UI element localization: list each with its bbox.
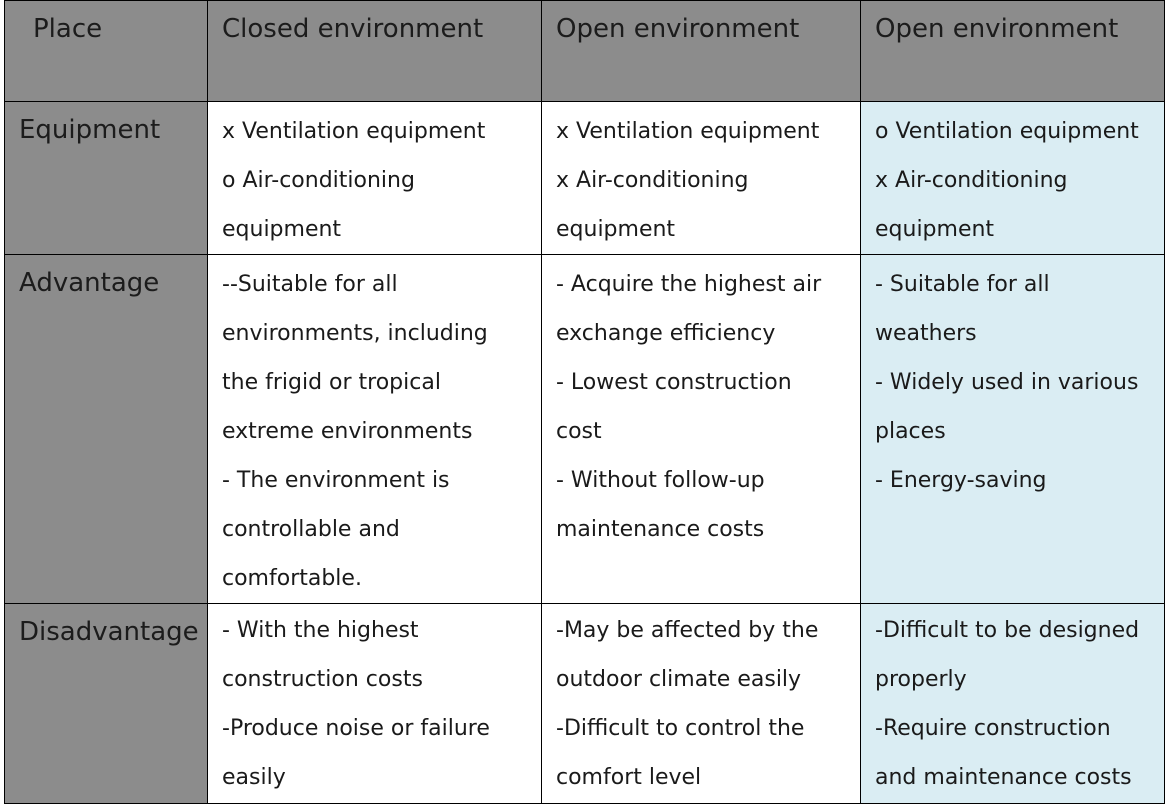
header-closed-environment: Closed environment (222, 14, 484, 44)
row-label-disadvantage: Disadvantage (19, 617, 199, 647)
cell-line: - The environment is (222, 468, 450, 493)
cell-line: easily (222, 765, 286, 790)
header-cell-open-2 (861, 1, 1165, 102)
comparison-table (4, 0, 1165, 804)
row-label-advantage: Advantage (19, 268, 160, 298)
cell-line: -Require construction (875, 716, 1111, 741)
cell-line: - With the highest (222, 618, 419, 643)
row-label-cell (5, 604, 208, 804)
table-cell (542, 604, 861, 804)
cell-line: extreme environments (222, 419, 473, 444)
cell-line: environments, including (222, 321, 488, 346)
header-open-environment-1: Open environment (556, 14, 800, 44)
cell-line: x Air-conditioning (875, 168, 1068, 193)
table-cell (208, 255, 542, 604)
cell-line: comfortable. (222, 566, 362, 591)
cell-line: outdoor climate easily (556, 667, 802, 692)
cell-content (208, 255, 541, 603)
cell-line: -Produce noise or failure (222, 716, 490, 741)
cell-line: x Ventilation equipment (556, 119, 820, 144)
cell-line: comfort level (556, 765, 702, 790)
cell-line: - Without follow-up (556, 468, 765, 493)
header-place: Place (33, 14, 103, 44)
cell-content (542, 604, 860, 802)
table-row (5, 102, 1165, 255)
cell-line: --Suitable for all (222, 272, 398, 297)
cell-line: - Energy-saving (875, 468, 1047, 493)
cell-line: maintenance costs (556, 517, 765, 542)
header-cell-open-1 (542, 1, 861, 102)
cell-line: -Difficult to control the (556, 716, 805, 741)
row-label-equipment: Equipment (19, 115, 161, 145)
table-cell-highlight (861, 102, 1165, 255)
cell-line: and maintenance costs (875, 765, 1132, 790)
cell-line: controllable and (222, 517, 400, 542)
table-row (5, 255, 1165, 604)
cell-content (861, 604, 1164, 802)
header-cell-place (5, 1, 208, 102)
cell-line: equipment (875, 217, 995, 242)
table-cell (542, 102, 861, 255)
cell-line: -Difficult to be designed (875, 618, 1140, 643)
row-label-cell (5, 255, 208, 604)
cell-content (861, 255, 1164, 505)
table-cell-highlight (861, 604, 1165, 804)
cell-line: - Lowest construction (556, 370, 792, 395)
cell-content (542, 255, 860, 554)
cell-line: - Suitable for all (875, 272, 1050, 297)
cell-line: properly (875, 667, 967, 692)
header-cell-closed (208, 1, 542, 102)
cell-line: equipment (222, 217, 342, 242)
cell-line: x Ventilation equipment (222, 119, 486, 144)
cell-line: places (875, 419, 946, 444)
table-cell-highlight (861, 255, 1165, 604)
header-open-environment-2: Open environment (875, 14, 1119, 44)
cell-line: the frigid or tropical (222, 370, 441, 395)
cell-line: - Widely used in various (875, 370, 1139, 395)
table-row (5, 604, 1165, 804)
row-label-cell (5, 102, 208, 255)
cell-line: -May be affected by the (556, 618, 819, 643)
header-row (5, 1, 1165, 102)
cell-line: o Air-conditioning (222, 168, 415, 193)
cell-line: equipment (556, 217, 676, 242)
cell-line: weathers (875, 321, 977, 346)
cell-content (208, 102, 541, 254)
cell-line: - Acquire the highest air (556, 272, 822, 297)
cell-line: construction costs (222, 667, 423, 692)
table-cell (542, 255, 861, 604)
cell-content (861, 102, 1164, 254)
cell-content (208, 604, 541, 802)
cell-line: x Air-conditioning (556, 168, 749, 193)
cell-line: exchange efficiency (556, 321, 776, 346)
table-cell (208, 604, 542, 804)
cell-line: cost (556, 419, 602, 444)
cell-line: o Ventilation equipment (875, 119, 1139, 144)
cell-content (542, 102, 860, 254)
table-cell (208, 102, 542, 255)
